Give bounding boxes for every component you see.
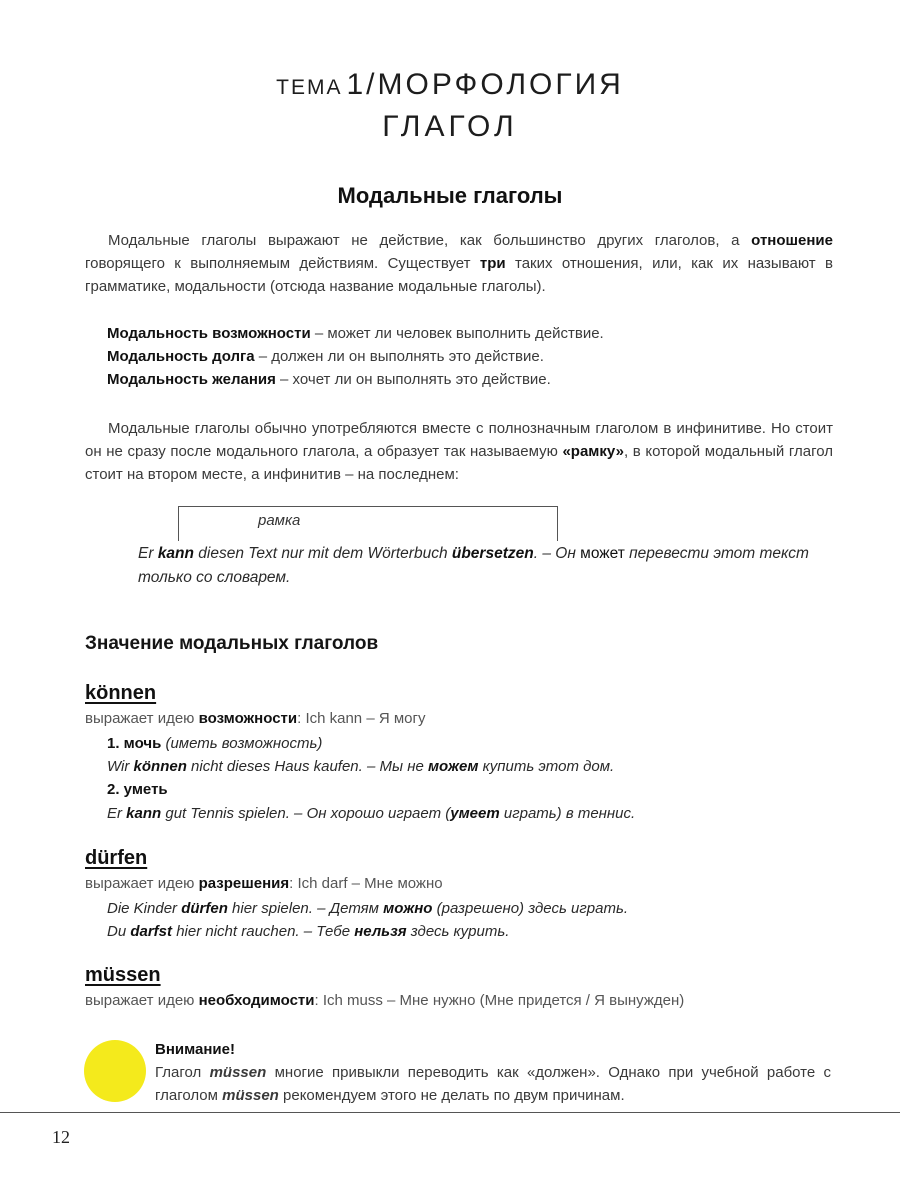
page-number: 12 [52,1127,70,1147]
frame-label: рамка [258,512,301,529]
example-sentence: Du darfst hier nicht rauchen. – Тебе нельзя здесь курить. [107,923,510,940]
chapter-title-line1 [0,68,900,102]
list-item: Модальность долга – должен ли он выполнять это действие. [107,348,544,365]
frame-bracket [178,506,558,541]
verb-heading-duerfen: dürfen [85,847,148,869]
attention-note [155,1038,831,1107]
list-item: Модальность возможности – может ли человек выполнить действие. [107,325,604,342]
verb-heading-muessen: müssen [85,964,161,986]
verb-description: выражает идею необходимости: Ich muss – Мне нужно (Мне придется / Я вынужден) [85,992,685,1009]
verb-description: выражает идею возможности: Ich kann – Я могу [85,710,426,727]
chapter-title-line2: ГЛАГОЛ [382,110,518,143]
verb-description: выражает идею разрешения: Ich darf – Мне можно [85,875,443,892]
example-sentence: Die Kinder dürfen hier spielen. – Детям можно (разрешено) здесь играть. [107,900,629,917]
topic-prefix: ТЕМА [276,76,343,99]
frame-paragraph: Модальные глаголы обычно употребляются вместе с полнозначным глаголом в инфинитиве. Но стоит он не сразу после модального глагола, а образует так называемую «рамку», в которой модальный глагол стоит на втором месте, а инфинитив – на последнем: [85,420,833,483]
meaning-item: 1. мочь (иметь возможность) [107,735,323,752]
list-item: Модальность желания – хочет ли он выполнять это действие. [107,371,551,388]
modalities-list [107,322,604,391]
topic-title: 1/МОРФОЛОГИЯ [346,68,624,101]
frame-example: Er kann diesen Text nur mit dem Wörterbuch übersetzen. – Он может перевести этот текст только со словарем. [138,545,809,586]
attention-title: Внимание! [155,1041,235,1058]
chapter-header [0,68,900,144]
example-sentence: Wir können nicht dieses Haus kaufen. – Мы не можем купить этот дом. [107,758,615,775]
section-title: Значение модальных глаголов [85,633,379,654]
intro-paragraph: Модальные глаголы выражают не действие, как большинство других глаголов, а отношение говорящего к выполняемым действиям. Существует три таких отношения, или, как их называют в грамматике, модальности (отсюда название модальные глаголы). [85,232,833,295]
footer-divider [0,1112,900,1113]
attention-marker-icon [84,1040,146,1102]
example-sentence: Er kann gut Tennis spielen. – Он хорошо играет (умеет играть) в теннис. [107,805,636,822]
meaning-item: 2. уметь [107,781,168,798]
attention-text: Глагол müssen многие привыкли переводить как «должен». Однако при учебной работе с глаголом müssen рекомендуем этого не делать по двум причинам. [155,1064,832,1104]
verb-heading-koennen: können [85,682,157,704]
page-title: Модальные глаголы [337,183,563,208]
